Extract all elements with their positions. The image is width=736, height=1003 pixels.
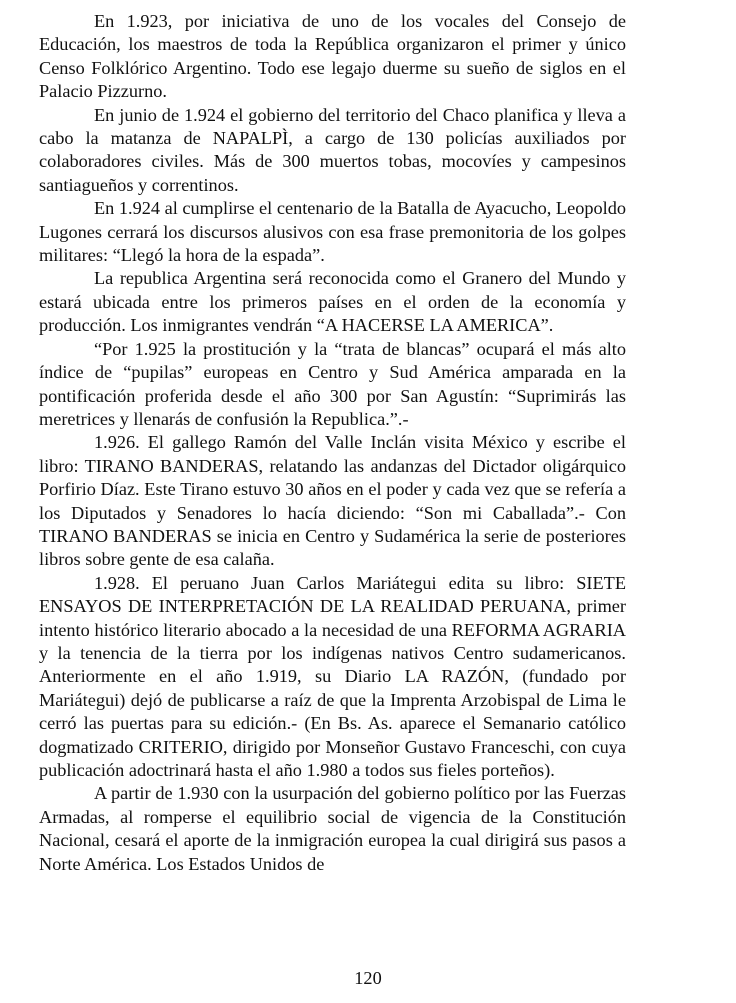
paragraph-granero-del-mundo: La republica Argentina será reconocida como el Granero del Mundo y estará ubicada entre los primeros países en el orden de la economía y producción. Los inmigrantes vendrán “A HACERSE LA AMERICA”. <box>39 268 626 336</box>
paragraph-1928-mariategui: 1.928. El peruano Juan Carlos Mariátegui edita su libro: SIETE ENSAYOS DE INTERPRETACIÓN DE LA REALIDAD PERUANA, primer intento histórico literario abocado a la necesidad de una REFORMA AGRARIA y la tenencia de la tierra por los indígenas nativos Centro sudamericanos. Anteriormente en el año 1.919, su Diario LA RAZÓN, (fundado por Mariátegui) dejó de publicarse a raíz de que la Imprenta Arzobispal de Lima le cerró las puertas para su edición.- (En Bs. As. aparece el Semanario católico dogmatizado CRITERIO, dirigido por Monseñor Gustavo Franceschi, con cuya publicación adoctrinará hasta el año 1.980 a todos sus fieles porteños). <box>39 572 626 780</box>
paragraph-1925-prostitucion: “Por 1.925 la prostitución y la “trata de blancas” ocupará el más alto índice de “pupilas” europeas en Centro y Sud América amparada en la pontificación proferida desde el año 300 por San Agustín: “Suprimirás las meretrices y llenarás de confusión la Republica.”.- <box>39 338 626 429</box>
document-page <box>39 10 626 876</box>
page-number: 120 <box>354 968 382 988</box>
paragraph-1924-napalpi: En junio de 1.924 el gobierno del territorio del Chaco planifica y lleva a cabo la matanza de NAPALPÌ, a cargo de 130 policías auxiliados por colaboradores civiles. Más de 300 muertos tobas, mocovíes y campesinos santiagueños y correntinos. <box>39 104 626 195</box>
paragraph-1930-usurpacion: A partir de 1.930 con la usurpación del gobierno político por las Fuerzas Armadas, al romperse el equilibrio social de vigencia de la Constitución Nacional, cesará el aporte de la inmigración europea la cual dirigirá sus pasos a Norte América. Los Estados Unidos de <box>39 783 626 874</box>
paragraph-1926-tirano-banderas: 1.926. El gallego Ramón del Valle Inclán visita México y escribe el libro: TIRANO BANDERAS, relatando las andanzas del Dictador oligárquico Porfirio Díaz. Este Tirano estuvo 30 años en el poder y cada vez que se refería a los Diputados y Senadores lo hacía diciendo: “Son mi Caballada”.- Con TIRANO BANDERAS se inicia en Centro y Sudamérica la serie de posteriores libros sobre gente de esa calaña. <box>39 432 626 570</box>
paragraph-1923-censo: En 1.923, por iniciativa de uno de los vocales del Consejo de Educación, los maestros de toda la República organizaron el primer y único Censo Folklórico Argentino. Todo ese legajo duerme su sueño de siglos en el Palacio Pizzurno. <box>39 11 626 102</box>
paragraph-1924-ayacucho: En 1.924 al cumplirse el centenario de la Batalla de Ayacucho, Leopoldo Lugones cerrará los discursos alusivos con esa frase premonitoria de los golpes militares: “Llegó la hora de la espada”. <box>39 198 626 266</box>
